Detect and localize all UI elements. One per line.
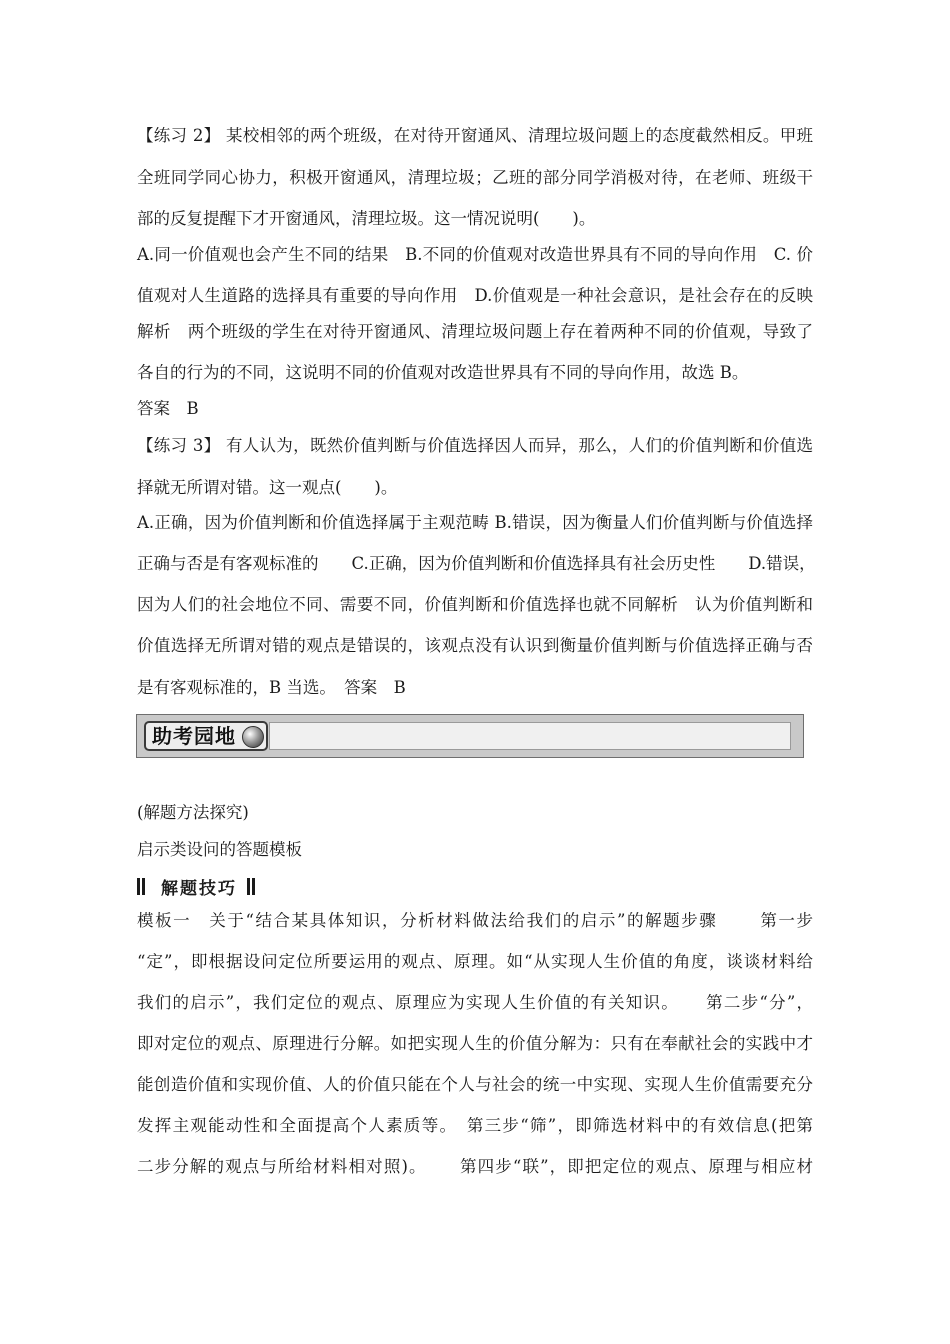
- study-aid-banner: [136, 714, 804, 758]
- banner-tab: [144, 721, 268, 751]
- method-line: 我们的启示”，我们定位的观点、原理应为实现人生价值的有关知识。 第二步“分”，: [137, 993, 813, 1012]
- exercise2-question-line: 部的反复提醒下才开窗通风，清理垃圾。这一情况说明( )。: [137, 209, 596, 228]
- exercise3-option-line: 正确与否是有客观标准的 C.正确，因为价值判断和价值选择具有社会历史性 D.错误，: [137, 554, 816, 573]
- exercise2-option-line: 值观对人生道路的选择具有重要的导向作用 D.价值观是一种社会意识，是社会存在的反映: [137, 286, 813, 305]
- sphere-icon: [242, 726, 264, 748]
- exercise3-analysis-line: 价值选择无所谓对错的观点是错误的，该观点没有认识到衡量价值判断与价值选择正确与否: [137, 636, 813, 655]
- section-heading: [137, 873, 257, 899]
- method-line: 能创造价值和实现价值、人的价值只能在个人与社会的统一中实现、实现人生价值需要充分: [137, 1075, 813, 1094]
- double-bar-icon: [252, 878, 255, 895]
- exercise3-question-line: 【练习 3】 有人认为，既然价值判断与价值选择因人而异，那么，人们的价值判断和价值选: [137, 436, 813, 455]
- exercise3-option-line: A.正确，因为价值判断和价值选择属于主观范畴 B.错误，因为衡量人们价值判断与价值选择: [137, 513, 813, 532]
- method-line: 发挥主观能动性和全面提高个人素质等。 第三步“筛”，即筛选材料中的有效信息(把第: [137, 1116, 813, 1135]
- method-subtitle: (解题方法探究): [137, 803, 249, 822]
- exercise3-analysis-line: 因为人们的社会地位不同、需要不同，价值判断和价值选择也就不同解析 认为价值判断和: [137, 595, 813, 614]
- double-bar-icon: [247, 878, 250, 895]
- exercise2-analysis-line: 解析 两个班级的学生在对待开窗通风、清理垃圾问题上存在着两种不同的价值观，导致了: [137, 322, 813, 341]
- exercise3-question-line: 择就无所谓对错。这一观点( )。: [137, 478, 398, 497]
- exercise2-analysis-line: 各自的行为的不同，这说明不同的价值观对改造世界具有不同的导向作用，故选 B。: [137, 363, 749, 382]
- exercise2-answer: 答案 B: [137, 399, 199, 418]
- banner-title: 助考园地: [152, 724, 236, 748]
- exercise2-question-line: 【练习 2】 某校相邻的两个班级，在对待开窗通风、清理垃圾问题上的态度截然相反。甲班: [137, 126, 813, 145]
- exercise3-analysis-line: 是有客观标准的，B 当选。 答案 B: [137, 678, 406, 697]
- section-title: 解题技巧: [161, 878, 237, 899]
- method-line: 即对定位的观点、原理进行分解。如把实现人生的价值分解为：只有在奉献社会的实践中才: [137, 1034, 813, 1053]
- banner-bar: [269, 722, 791, 750]
- double-bar-icon: [137, 878, 140, 895]
- exercise2-option-line: A.同一价值观也会产生不同的结果 B.不同的价值观对改造世界具有不同的导向作用 C. 价: [137, 245, 813, 264]
- method-line: “定”，即根据设问定位所要运用的观点、原理。如“从实现人生价值的角度，谈谈材料给: [137, 952, 813, 971]
- double-bar-icon: [142, 878, 145, 895]
- method-line: 二步分解的观点与所给材料相对照)。 第四步“联”，即把定位的观点、原理与相应材: [137, 1157, 813, 1176]
- exercise2-question-line: 全班同学同心协力，积极开窗通风，清理垃圾；乙班的部分同学消极对待，在老师、班级干: [137, 168, 813, 187]
- method-line: 模板一 关于“结合某具体知识，分析材料做法给我们的启示”的解题步骤 第一步: [137, 911, 813, 930]
- template-title: 启示类设问的答题模板: [137, 840, 302, 859]
